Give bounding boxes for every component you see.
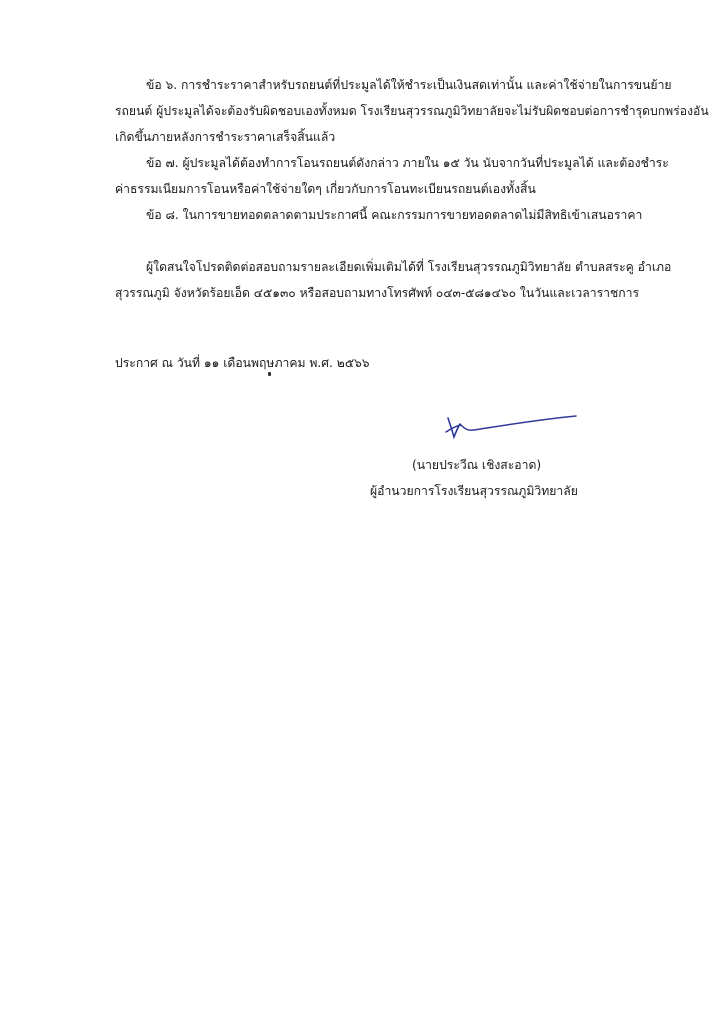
clause-6-line-2: รถยนต์ ผู้ประมูลได้จะต้องรับผิดชอบเองทั้งหมด โรงเรียนสุวรรณภูมิวิทยาลัยจะไม่รับผิดชอบต่อการชำรุดบกพร่องอัน: [115, 104, 709, 118]
ink-speck: [268, 372, 271, 376]
clause-7-line-1: ข้อ ๗. ผู้ประมูลได้ต้องทำการโอนรถยนต์ดังกล่าว ภายใน ๑๕ วัน นับจากวันที่ประมูลได้ และต้องชำระ: [146, 156, 669, 170]
clause-8-line-1: ข้อ ๘. ในการขายทอดตลาดตามประกาศนี้ คณะกรรมการขายทอดตลาดไม่มีสิทธิเข้าเสนอราคา: [146, 208, 643, 222]
signature-icon: [440, 410, 580, 444]
clause-6-line-3: เกิดขึ้นภายหลังการชำระราคาเสร็จสิ้นแล้ว: [115, 130, 336, 144]
contact-line-1: ผู้ใดสนใจโปรดติดต่อสอบถามรายละเอียดเพิ่มเติมได้ที่ โรงเรียนสุวรรณภูมิวิทยาลัย ตำบลสระคู อำเภอ: [146, 260, 672, 274]
clause-6-line-1: ข้อ ๖. การชำระราคาสำหรับรถยนต์ที่ประมูลได้ให้ชำระเป็นเงินสดเท่านั้น และค่าใช้จ่ายในการขนย้าย: [146, 78, 672, 92]
announcement-date: ประกาศ ณ วันที่ ๑๑ เดือนพฤษภาคม พ.ศ. ๒๕๖๖: [115, 356, 370, 370]
contact-line-2: สุวรรณภูมิ จังหวัดร้อยเอ็ด ๔๕๑๓๐ หรือสอบถามทางโทรศัพท์ ๐๔๓-๕๘๑๔๖๐ ในวันและเวลาราชการ: [115, 286, 640, 300]
signatory-position: ผู้อำนวยการโรงเรียนสุวรรณภูมิวิทยาลัย: [370, 484, 578, 498]
signatory-name: (นายประวีณ เชิงสะอาด): [412, 458, 542, 472]
clause-7-line-2: ค่าธรรมเนียมการโอนหรือค่าใช้จ่ายใดๆ เกี่ยวกับการโอนทะเบียนรถยนต์เองทั้งสิ้น: [115, 182, 536, 196]
